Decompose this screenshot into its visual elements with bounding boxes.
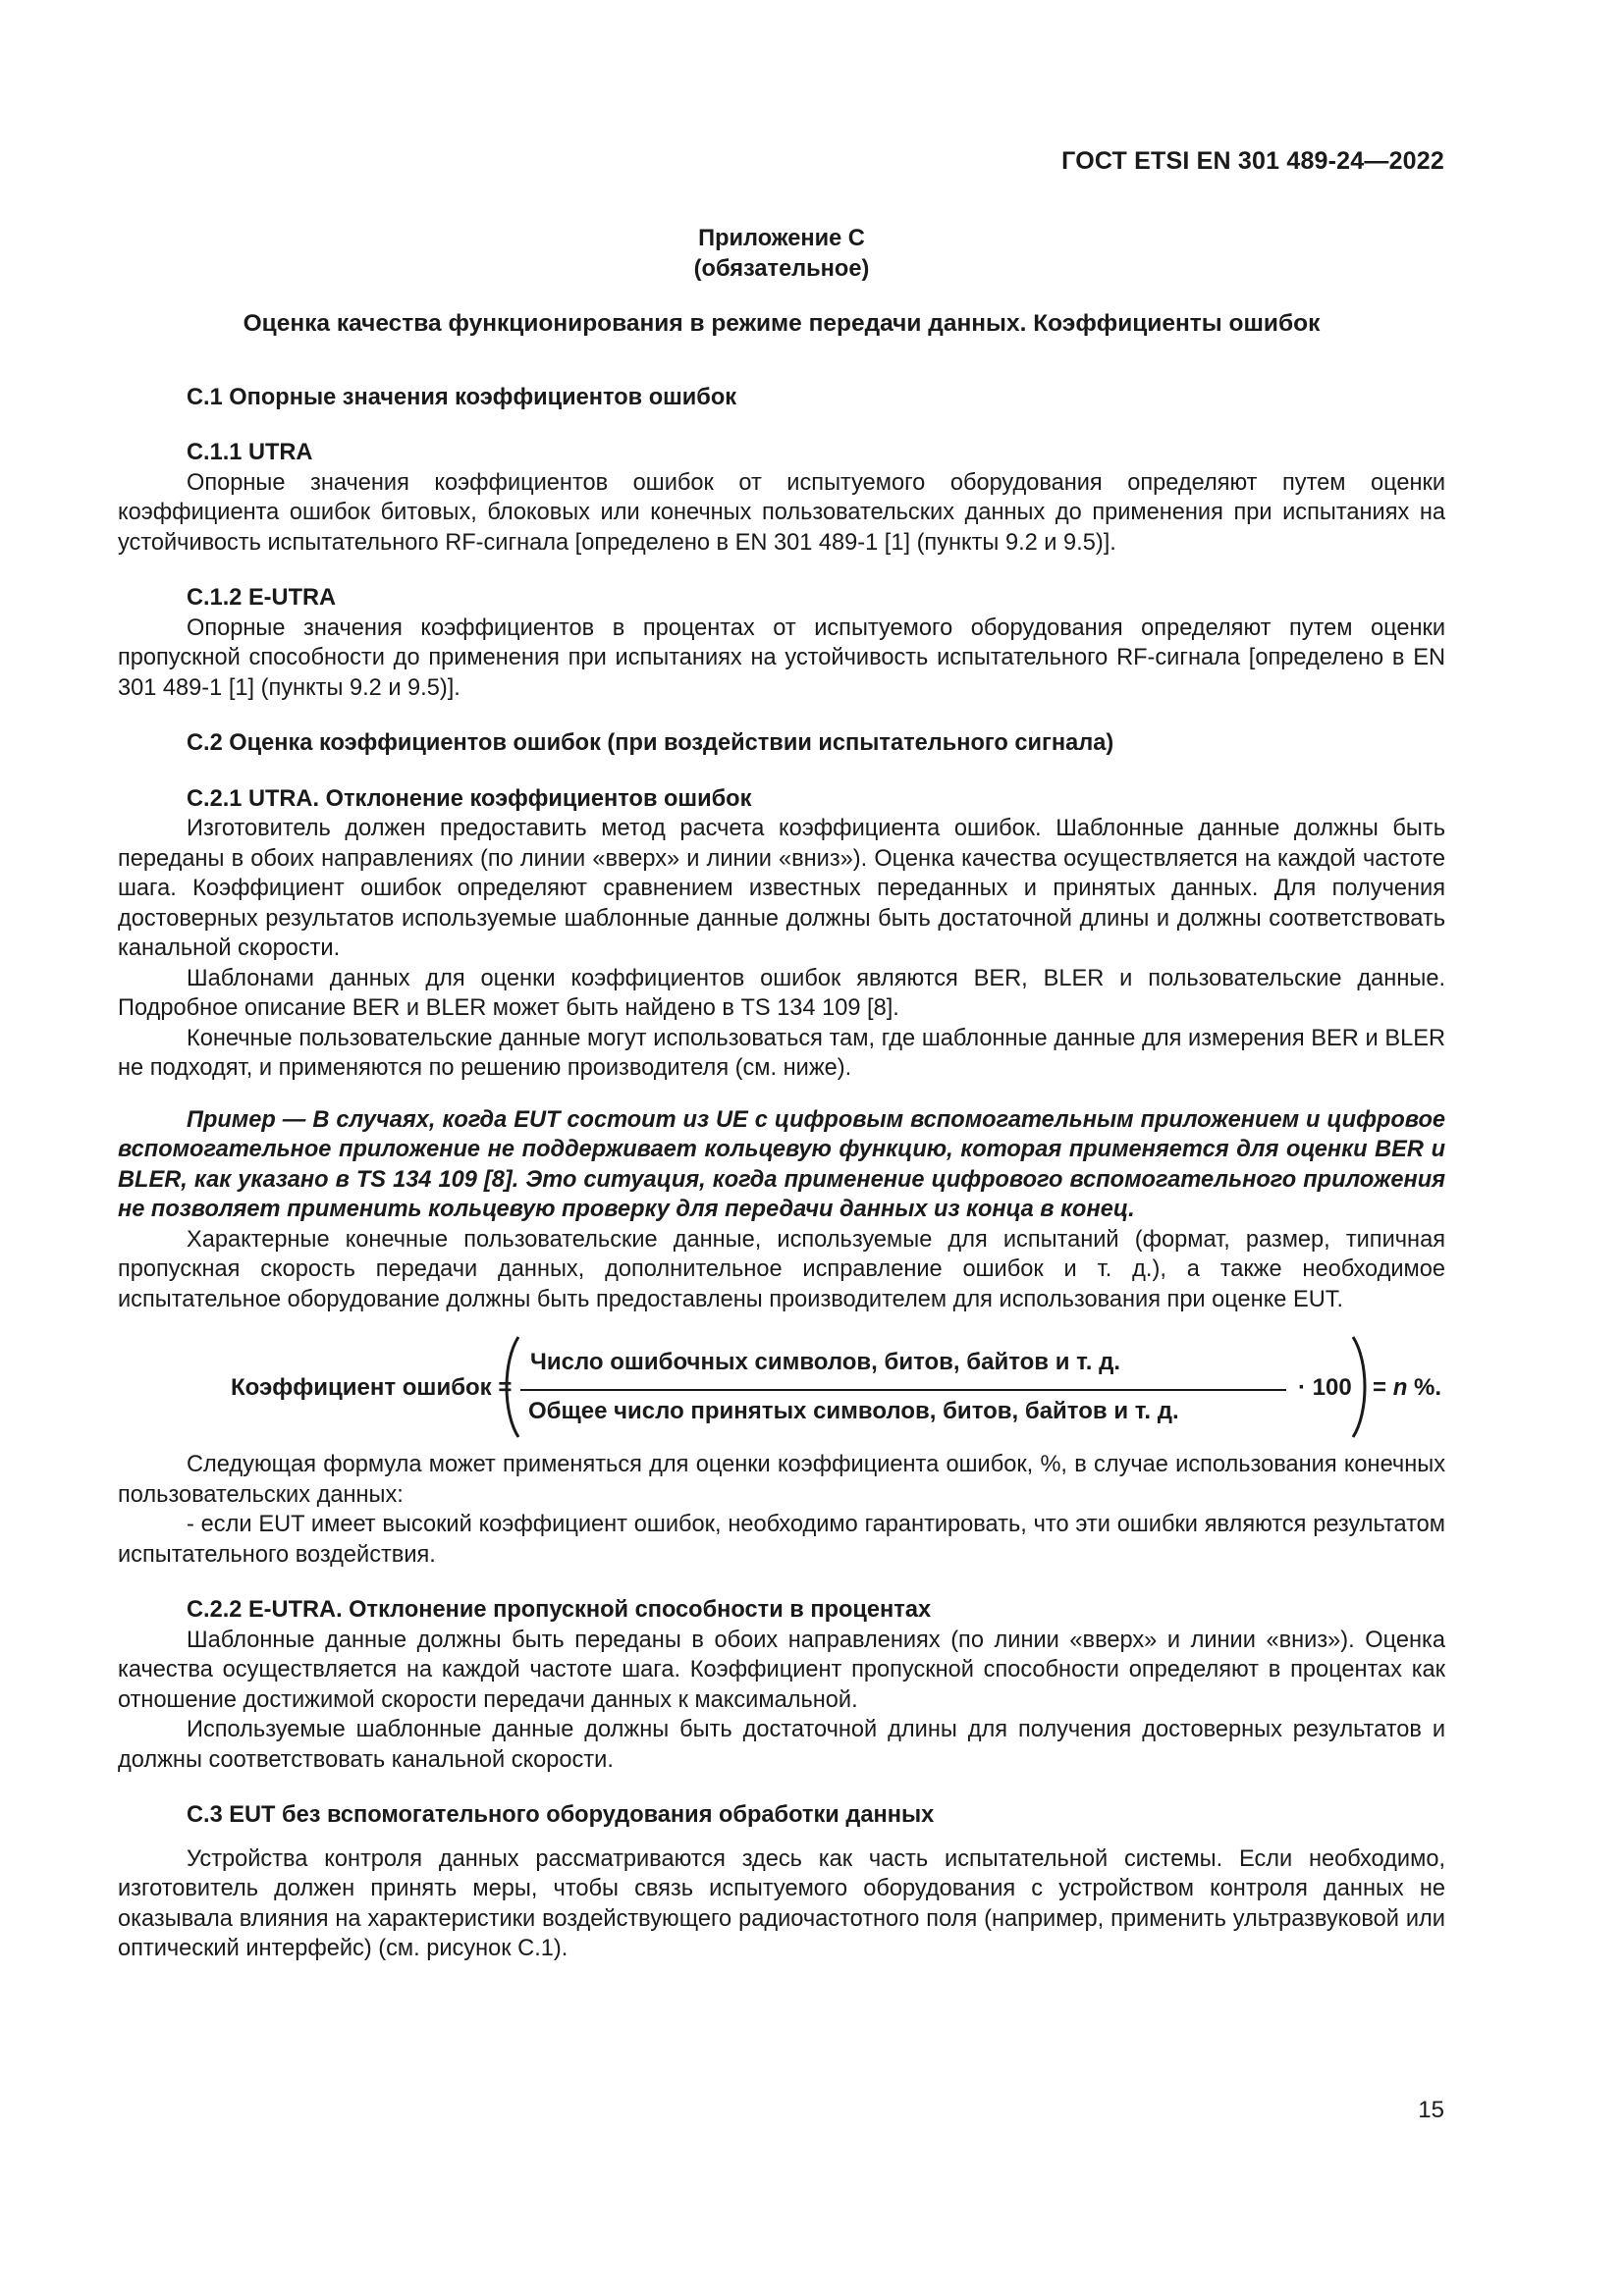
section-c12-text: Опорные значения коэффициентов в процентах от испытуемого оборудования определяют путем оценки пропускной способности до применения при испытаниях на устойчивость испытательного RF-сигнала [определено в EN 301 489-1 [1] (пункты 9.2 и 9.5)]. bbox=[118, 614, 1445, 701]
section-c21-paragraph: Изготовитель должен предоставить метод расчета коэффициента ошибок. Шаблонные данные должны быть переданы в обоих направлениях (по линии «вверх» и линии «вниз»). Оценка качества осуществляется на каждой частоте шага. Коэффициент ошибок определяют сравнением известных переданных и принятых данных. Для получения достоверных результатов используемые шаблонные данные должны быть достаточной длины и должны соответствовать канальной скорости. bbox=[118, 816, 1445, 961]
formula-equals: = bbox=[1373, 1374, 1387, 1401]
error-rate-formula bbox=[118, 1334, 1445, 1442]
section-c21-paragraph: Характерные конечные пользовательские данные, используемые для испытаний (формат, размер, типичная пропускная скорость передачи данных, дополнительное исправление ошибок и т. д.), а также необходимое испытательное оборудование должны быть предоставлены производителем для использования при оценке EUT. bbox=[118, 1226, 1445, 1312]
section-c21-paragraph: Шаблонами данных для оценки коэффициентов ошибок являются BER, BLER и пользовательские данные. Подробное описание BER и BLER может быть найдено в TS 134 109 [8]. bbox=[118, 965, 1445, 1021]
formula-multiplier: · 100 bbox=[1298, 1374, 1352, 1401]
section-c22-paragraph: Шаблонные данные должны быть переданы в обоих направлениях (по линии «вверх» и линии «вниз»). Оценка качества осуществляется на каждой частоте шага. Коэффициент пропускной способности определяют в процентах как отношение достижимой скорости передачи данных к максимальной. bbox=[118, 1627, 1445, 1713]
annex-label: Приложение С bbox=[698, 226, 865, 251]
section-c11-text: Опорные значения коэффициентов ошибок от испытуемого оборудования определяют путем оценки коэффициента ошибок битовых, блоковых или конечных пользовательских данных до применения при испытаниях на устойчивость испытательного RF-сигнала [определено в EN 301 489-1 [1] (пункты 9.2 и 9.5)]. bbox=[118, 469, 1445, 556]
example-note: Пример — В случаях, когда EUT состоит из UE с цифровым вспомогательным приложением и цифровое вспомогательное приложение не поддерживает кольцевую функцию, которая применяется для оценки BER и BLER, как указано в TS 134 109 [8]. Это ситуация, когда применение цифрового вспомогательного приложения не позволяет применить кольцевую проверку для передачи данных из конца в конец. bbox=[118, 1106, 1445, 1222]
section-c21-heading: С.2.1 UTRA. Отклонение коэффициентов ошибок bbox=[187, 785, 752, 812]
section-c21-paragraph: - если EUT имеет высокий коэффициент ошибок, необходимо гарантировать, что эти ошибки являются результатом испытательного воздействия. bbox=[118, 1512, 1445, 1568]
annex-title: Оценка качества функционирования в режиме передачи данных. Коэффициенты ошибок bbox=[243, 310, 1321, 337]
formula-denominator: Общее число принятых символов, битов, байтов и т. д. bbox=[528, 1398, 1179, 1424]
right-parenthesis-icon bbox=[1349, 1334, 1373, 1440]
section-c11-heading: С.1.1 UTRA bbox=[187, 440, 313, 465]
section-c2-heading: С.2 Оценка коэффициентов ошибок (при воздействии испытательного сигнала) bbox=[187, 730, 1114, 756]
page-content bbox=[118, 224, 1445, 1964]
section-c1-heading: С.1 Опорные значения коэффициентов ошибок bbox=[187, 384, 737, 410]
page-number: 15 bbox=[1418, 2097, 1444, 2123]
section-c21-paragraph: Следующая формула может применяться для оценки коэффициента ошибок, %, в случае использования конечных пользовательских данных: bbox=[118, 1452, 1445, 1508]
formula-numerator: Число ошибочных символов, битов, байтов и т. д. bbox=[530, 1349, 1121, 1375]
annex-status: (обязательное) bbox=[693, 255, 870, 282]
section-c3-paragraph: Устройства контроля данных рассматриваются здесь как часть испытательной системы. Если необходимо, изготовитель должен принять меры, чтобы связь испытуемого оборудования с устройством контроля данных не оказывала влияния на характеристики воздействующего радиочастотного поля (например, применить ультразвуковой или оптический интерфейс) (см. рисунок С.1). bbox=[118, 1845, 1445, 1961]
section-c22-heading: С.2.2 E-UTRA. Отклонение пропускной способности в процентах bbox=[187, 1597, 932, 1623]
section-c3-heading: С.3 EUT без вспомогательного оборудования обработки данных bbox=[187, 1802, 935, 1828]
formula-result bbox=[1373, 1373, 1441, 1404]
document-code: ГОСТ ETSI EN 301 489-24—2022 bbox=[1061, 147, 1444, 175]
fraction-bar bbox=[520, 1389, 1286, 1391]
formula-lhs: Коэффициент ошибок = bbox=[231, 1374, 513, 1401]
formula-unit: %. bbox=[1414, 1374, 1442, 1401]
formula-variable: n bbox=[1392, 1374, 1408, 1401]
section-c21-paragraph: Конечные пользовательские данные могут использоваться там, где шаблонные данные для измерения BER и BLER не подходят, и применяются по решению производителя (см. ниже). bbox=[118, 1025, 1445, 1081]
section-c12-heading: С.1.2 E-UTRA bbox=[187, 585, 337, 611]
left-parenthesis-icon bbox=[499, 1334, 522, 1440]
section-c22-paragraph: Используемые шаблонные данные должны быть достаточной длины для получения достоверных результатов и должны соответствовать канальной скорости. bbox=[118, 1717, 1445, 1773]
